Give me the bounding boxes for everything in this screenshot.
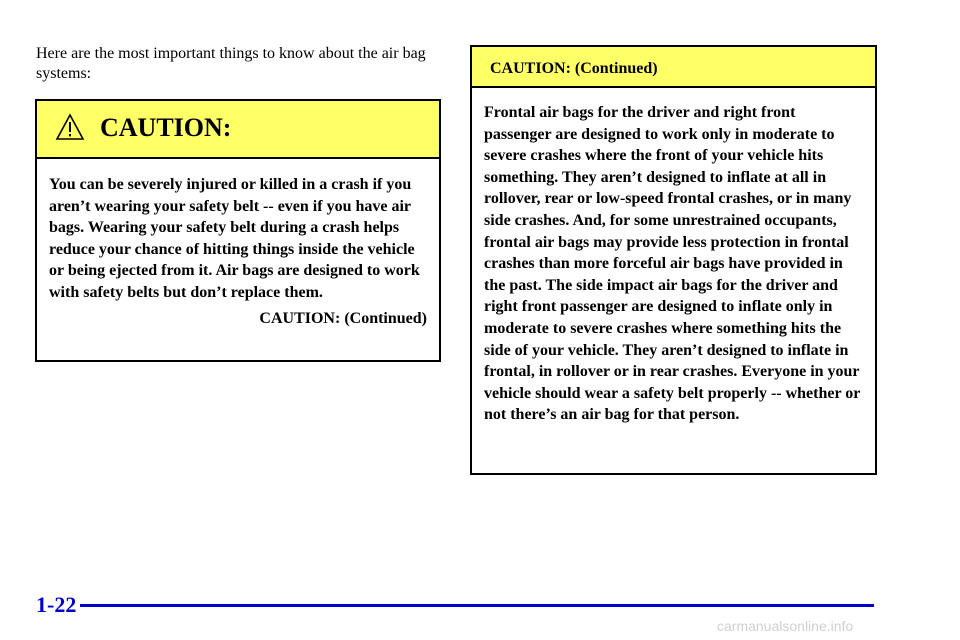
footer-rule — [80, 604, 874, 607]
caution-title: CAUTION: — [100, 113, 232, 142]
watermark: carmanualsonline.info — [717, 618, 854, 634]
continued-title: CAUTION: (Continued) — [490, 60, 658, 77]
caution-continued-label: CAUTION: (Continued) — [259, 309, 427, 327]
warning-triangle-icon — [55, 113, 85, 141]
caution-body-text: You can be severely injured or killed in a crash if you aren’t wearing your safety belt -- even if you have air bags. Wearing your safety belt during a crash helps reduce your chance of hitting things inside the vehicle or being ejected from it. Air bags are designed to work with safety belts but don’t replace them. — [49, 176, 420, 301]
continued-box-header — [472, 47, 875, 88]
continued-box-body — [472, 88, 875, 426]
continued-caution-box — [470, 45, 877, 475]
page-number: 1-22 — [36, 592, 77, 617]
intro-text: Here are the most important things to know about the air bag systems: — [36, 45, 426, 82]
caution-box — [35, 99, 441, 362]
continued-body-text: Frontal air bags for the driver and right front passenger are designed to work only in moderate to severe crashes where the front of your vehicle hits something. They aren’t designed to inflate at all in rollover, rear or low-speed frontal crashes, or in many side crashes. And, for some unrestrained occupants, frontal air bags may provide less protection in frontal crashes than more forceful air bags have provided in the past. The side impact air bags for the driver and right front passenger are designed to inflate only in moderate to severe crashes where something hits the side of your vehicle. They aren’t designed to inflate in frontal, in rollover or in rear crashes. Everyone in your vehicle should wear a safety belt properly -- whether or not there’s an air bag for that person. — [484, 104, 861, 424]
caution-box-body — [37, 159, 439, 329]
caution-box-header — [37, 101, 439, 159]
